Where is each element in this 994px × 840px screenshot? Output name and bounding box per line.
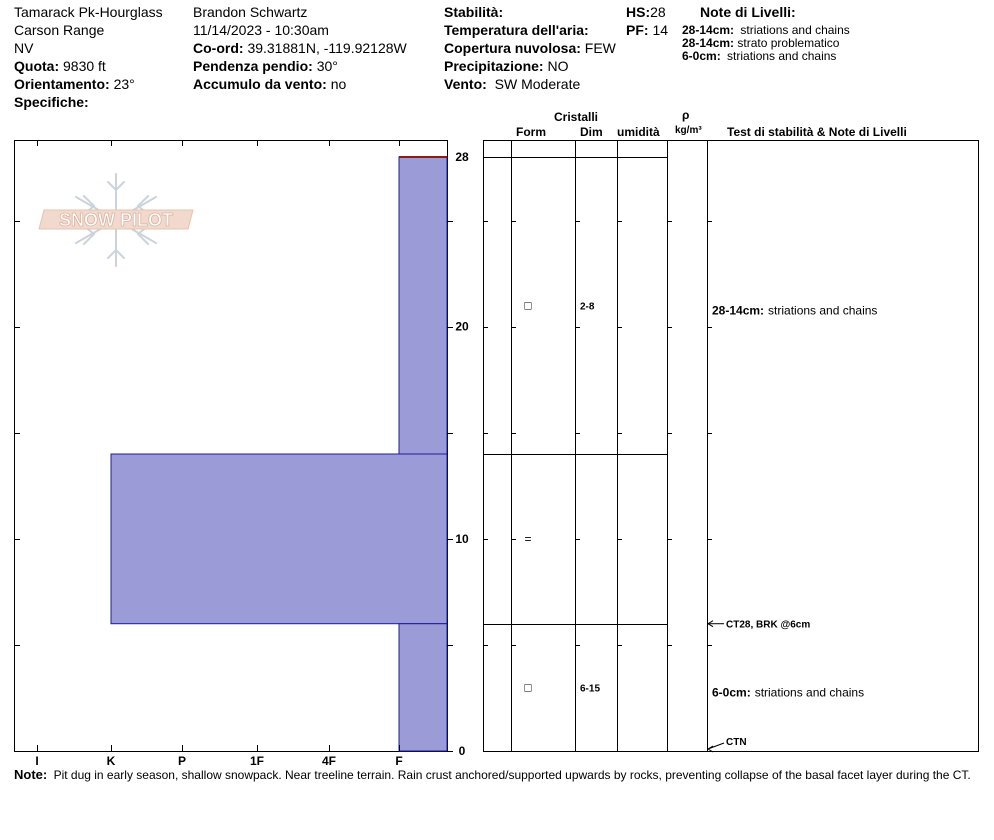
stability-test-label: CTN bbox=[726, 737, 747, 748]
col-form: Form bbox=[516, 125, 546, 139]
layer-note-range: 28-14cm: bbox=[682, 36, 735, 50]
range: Carson Range bbox=[14, 22, 105, 38]
col-crystals: Cristalli bbox=[554, 110, 599, 124]
layer-note-row-range: 6-0cm: bbox=[712, 685, 751, 700]
col-humidity: umidità bbox=[617, 125, 660, 139]
stability-label: Stabilità: bbox=[444, 4, 504, 20]
specifics-label: Specifiche: bbox=[14, 94, 89, 110]
hs-label: HS: bbox=[626, 4, 651, 20]
table-column-dividers bbox=[512, 140, 708, 751]
aspect-value: 23° bbox=[113, 76, 135, 92]
crystal-form-symbol: □ bbox=[524, 298, 532, 313]
pf-value: 14 bbox=[652, 22, 669, 38]
hardness-layer-bar bbox=[111, 454, 447, 624]
x-tick-label: I bbox=[35, 754, 39, 768]
datetime: 11/14/2023 - 10:30am bbox=[193, 22, 329, 38]
hardness-plot-frame bbox=[15, 141, 448, 752]
x-tick-label: 4F bbox=[321, 754, 337, 768]
layer-note-row-text: striations and chains bbox=[754, 685, 865, 700]
y-tick-label: 20 bbox=[455, 319, 469, 334]
y-tick-label: 28 bbox=[455, 150, 469, 164]
hardness-layer-bar bbox=[399, 157, 447, 454]
layer-notes-title: Note di Livelli: bbox=[700, 4, 796, 20]
wind-value: SW Moderate bbox=[494, 76, 581, 92]
logo-text: SNOW PILOT bbox=[59, 210, 173, 230]
x-tick-label: 1F bbox=[249, 754, 265, 768]
observer: Brandon Schwartz bbox=[193, 4, 308, 20]
x-tick-label: K bbox=[106, 754, 116, 768]
air-temp-label: Temperatura dell'aria: bbox=[444, 22, 589, 38]
layer-note-text: striations and chains bbox=[727, 49, 837, 63]
layer-note-row-range: 28-14cm: bbox=[712, 303, 765, 318]
table-height-ticks bbox=[483, 222, 712, 752]
col-dim: Dim bbox=[580, 125, 603, 139]
hardness-layer-bar bbox=[399, 624, 447, 751]
location: Tamarack Pk-Hourglass bbox=[14, 4, 163, 20]
coord-value: 39.31881N, -119.92128W bbox=[247, 40, 407, 56]
layer-note-row bbox=[712, 685, 864, 699]
col-tests: Test di stabilità & Note di Livelli bbox=[727, 125, 907, 139]
layer-note-text: striations and chains bbox=[740, 23, 850, 37]
footer-note bbox=[14, 766, 971, 784]
precip-label: Precipitazione: bbox=[444, 58, 544, 74]
cloud-label: Copertura nuvolosa: bbox=[444, 40, 581, 56]
state: NV bbox=[14, 40, 34, 56]
layer-note-row-text: striations and chains bbox=[768, 303, 878, 318]
layer-table-frame bbox=[484, 141, 979, 752]
y-tick-label: 0 bbox=[458, 744, 466, 758]
wind-loading-value: no bbox=[330, 76, 347, 92]
col-density-unit: kg/m³ bbox=[675, 125, 702, 136]
elevation-value: 9830 ft bbox=[63, 58, 106, 74]
layer-note-row bbox=[712, 304, 877, 318]
crystal-size: 2-8 bbox=[580, 301, 595, 313]
col-rho: ρ bbox=[682, 108, 690, 122]
slope-value: 30° bbox=[316, 58, 338, 74]
hs-value: 28 bbox=[650, 4, 666, 20]
crystal-form-symbol: = bbox=[524, 531, 532, 546]
layer-note-range: 28-14cm: bbox=[682, 23, 735, 37]
crystal-size: 6-15 bbox=[580, 683, 601, 695]
note-label: Note: bbox=[14, 767, 48, 782]
coord-label: Co-ord: bbox=[193, 40, 244, 56]
wind-loading-label: Accumulo da vento: bbox=[193, 76, 327, 92]
wind-label: Vento: bbox=[444, 76, 487, 92]
x-tick-label: F bbox=[395, 754, 403, 768]
elevation-label: Quota: bbox=[14, 58, 60, 74]
x-tick-label: P bbox=[177, 754, 187, 768]
crystal-form-symbol: □ bbox=[524, 680, 532, 695]
slope-label: Pendenza pendio: bbox=[193, 58, 313, 74]
note-text: Pit dug in early season, shallow snowpack. Near treeline terrain. Rain crust anchored/supported upwards by rocks, preventing collapse of the basal facet layer during the CT. bbox=[53, 768, 971, 782]
layer-note-range: 6-0cm: bbox=[682, 49, 721, 63]
stability-test-label: CT28, BRK @6cm bbox=[726, 619, 811, 631]
pf-label: PF: bbox=[626, 22, 649, 38]
hardness-layers bbox=[111, 157, 447, 751]
cloud-value: FEW bbox=[584, 40, 616, 56]
precip-value: NO bbox=[547, 58, 569, 74]
snowpilot-logo bbox=[39, 174, 193, 266]
layer-note-text: strato problematico bbox=[737, 36, 840, 50]
aspect-label: Orientamento: bbox=[14, 76, 110, 92]
y-tick-label: 10 bbox=[455, 531, 469, 546]
crystal-rows bbox=[524, 299, 877, 700]
